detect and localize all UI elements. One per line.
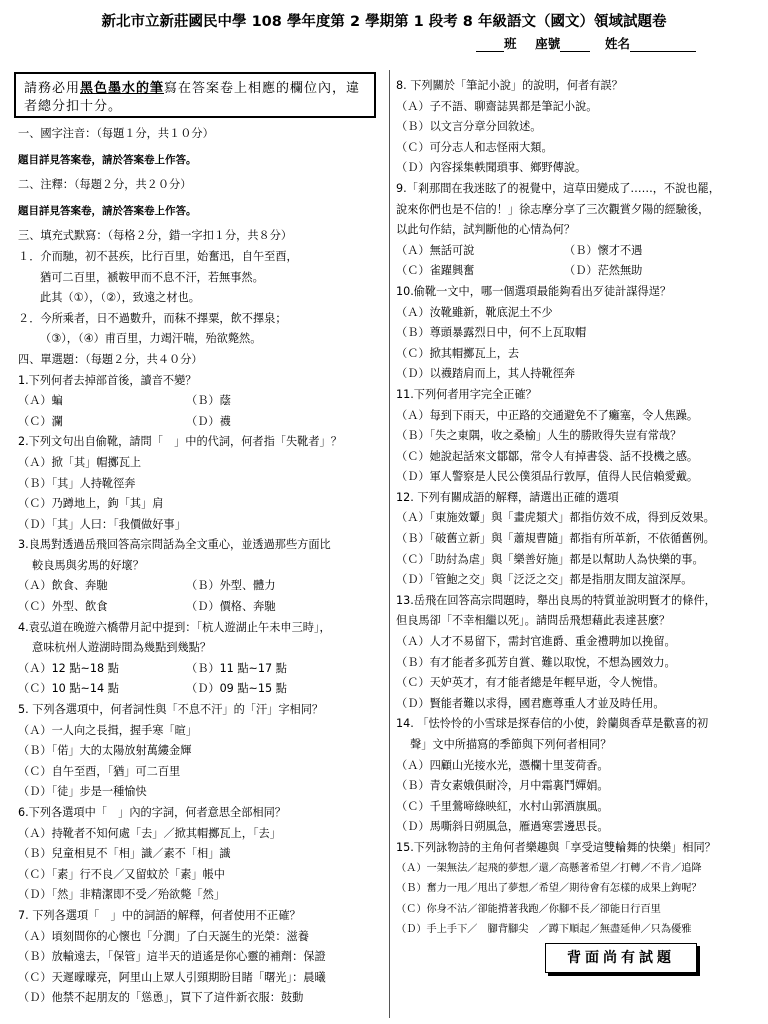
option: （Ａ）無話可說 <box>396 243 475 257</box>
question-14-line-1: 14. 「怯怜怜的小雪球是探春信的小使，鈴蘭與香草是歡喜的初 <box>396 717 709 731</box>
seat-label: 座號 <box>535 36 561 51</box>
question-13-line-1: 13.岳飛在回答高宗問題時，舉出良馬的特質並說明賢才的條件， <box>396 593 716 607</box>
class-label: 班 <box>504 36 517 51</box>
option: （Ｄ）「管鮑之交」與「泛泛之交」都是指朋友間友誼深厚。 <box>396 573 693 587</box>
question-8: 8. 下列關於「筆記小說」的說明，何者有誤？ <box>396 79 623 92</box>
option: （Ｃ）掀其帽擲瓦上，去 <box>396 346 520 360</box>
option: （Ｃ）10 點~14 點 <box>18 682 119 696</box>
section-3-title: 三、填充式默寫：（每格２分，錯一字扣１分，共８分） <box>18 229 293 243</box>
question-3-options-row-2 <box>18 597 382 618</box>
question-1: 1.下列何者去掉部首後，讀音不變？ <box>18 373 197 387</box>
option: （Ｃ）你身不沾／卻能揹著我跑／你腳不長／卻能日行百里 <box>396 903 661 915</box>
option: （Ａ）頃刻間你的心懷也「分潤」了白天誕生的光榮：滋養 <box>18 929 309 943</box>
option: （Ｄ）軍人警察是人民公僕須品行敦厚，值得人民信賴愛戴。 <box>396 470 699 484</box>
option: （Ｄ）賢能者難以求得，國君應尊重人才並及時任用。 <box>396 696 665 710</box>
option: （Ａ）一人向之長揖，握手寒「暄」 <box>18 723 198 737</box>
option: （Ｄ）馬嘶斜日朔風急，雁過寒雲邊思長。 <box>396 820 609 834</box>
option: （Ｃ）外型、飲食 <box>18 600 108 614</box>
option: （Ａ）飲食、奔馳 <box>18 579 108 593</box>
option: （Ｃ）瀾 <box>18 414 63 428</box>
option: （Ａ）持靴者不知何處「去」／掀其帽擲瓦上，「去」 <box>18 826 281 840</box>
option: （Ａ）每到下雨天，中正路的交通避免不了癱塞，令人焦躁。 <box>396 408 699 422</box>
option: （Ｃ）千里鶯啼綠映紅，水村山郭酒旗風。 <box>396 799 609 813</box>
section-2-title: 二、注釋：（每題２分，共２０分） <box>18 178 192 192</box>
seat-blank[interactable] <box>560 51 590 52</box>
option: （Ａ）掀「其」帽擲瓦上 <box>18 455 142 469</box>
question-9-line-3: 以此句作結，試判斷他的心情為何？ <box>396 223 576 237</box>
fill-1-line-3: 此其（①），（②），致遠之材也。 <box>40 291 200 305</box>
option: （Ｂ）放輸遠去，「保管」這半天的逍遙是你心靈的補劑：保證 <box>18 950 326 964</box>
fill-1-line-1: １．介而馳，初不甚疾，比行百里，始奮迅，自午至酉， <box>18 249 298 263</box>
question-2: 2.下列文句出自偷靴，請問「 」中的代詞，何者指「失靴者」？ <box>18 435 342 449</box>
question-4-line-1: 4.袁弘道在晚遊六橋帶月記中提到：「杭人遊湖止午未申三時」， <box>18 620 331 634</box>
option: （Ｂ）有才能者多孤芳自賞、難以取悅，不想為國效力。 <box>396 655 676 669</box>
notice-prefix: 請務必用 <box>24 81 81 96</box>
question-3-line-2: 較良馬與劣馬的好壞？ <box>32 558 144 572</box>
option: （Ｄ）「其」人曰：「我價做好事」 <box>18 517 186 531</box>
option: （Ｄ）09 點~15 點 <box>186 682 287 696</box>
question-4-line-2: 意味杭州人遊湖時間為幾點到幾點？ <box>32 641 212 655</box>
question-13-line-2: 但良馬卻「不幸相繼以死」。請問岳飛想藉此表達甚麼？ <box>396 614 671 628</box>
question-3-line-1: 3.良馬對透過岳飛回答高宗問話為全文重心，並透過那些方面比 <box>18 538 331 552</box>
ink-notice-box <box>14 72 376 118</box>
question-1-options-row-2 <box>18 412 382 433</box>
option: （Ｂ）以文言分章分回敘述。 <box>396 120 542 134</box>
question-10: 10.偷靴一文中，哪一個選項最能夠看出歹徒計謀得逞？ <box>396 284 672 298</box>
option: （Ｄ）以襪踏肩而上，其人持靴徑奔 <box>396 367 576 381</box>
fill-2-line-1: ２．今所乘者，日不過數升，而秣不擇粟，飲不擇泉； <box>18 311 287 325</box>
question-5: 5. 下列各選項中，何者詞性與「不息不汗」的「汗」字相同？ <box>18 703 324 717</box>
option: （Ｄ）價格、奔馳 <box>186 600 276 614</box>
question-4-options-row-2 <box>18 679 382 700</box>
question-7: 7. 下列各選項「 」中的詞語的解釋，何者使用不正確？ <box>18 908 301 922</box>
question-4-options-row-1 <box>18 659 382 680</box>
option: （Ｃ）她說起話來文鄒鄒，常令人有掉書袋、話不投機之感。 <box>396 449 699 463</box>
question-9-line-2: 說來你們也是不信的！」徐志摩分享了三次觀賞夕陽的經驗後， <box>396 202 710 216</box>
option: （Ｃ）「素」行不良／又留蚊於「素」帳中 <box>18 867 225 881</box>
option: （Ｄ）「徒」步是一種愉快 <box>18 785 147 799</box>
option: （Ｂ）11 點~17 點 <box>186 661 287 675</box>
option: （Ｃ）乃蹲地上，鉤「其」肩 <box>18 497 164 511</box>
option: （Ｂ）「失之東隅，收之桑榆」人生的勝敗得失豈有常哉？ <box>396 429 682 443</box>
option: （Ａ）12 點~18 點 <box>18 661 119 675</box>
question-12: 12. 下列有關成語的解釋，請選出正確的選項 <box>396 490 619 504</box>
question-6: 6.下列各選項中「 」內的字詞，何者意思全部相同？ <box>18 806 286 819</box>
option: （Ｃ）雀躍興奮 <box>396 264 475 278</box>
option: （Ａ）四顧山光接水光，憑欄十里芰荷香。 <box>396 758 609 772</box>
question-9-line-1: 9.「剎那間在我迷眩了的視覺中，這草田變成了……，不說也罷， <box>396 181 720 195</box>
option: （Ｂ）「偌」大的太陽放射萬縷金輝 <box>18 744 192 758</box>
option: （Ｃ）自午至酉，「猶」可二百里 <box>18 764 181 778</box>
section-2-note: 題目詳見答案卷，請於答案卷上作答。 <box>18 204 197 217</box>
option: （Ｄ）內容採集軼聞瑣事、鄉野傳說。 <box>396 161 587 175</box>
class-blank[interactable] <box>476 51 504 52</box>
option: （Ａ）人才不易留下，需封官進爵、重金禮聘加以挽留。 <box>396 635 676 649</box>
fill-2-line-2: （③），（④）甫百里，力竭汗喘，殆欲斃然。 <box>40 332 262 346</box>
option: （Ｂ）奮力一甩／甩出了夢想／希望／期待會有怎樣的成果上鉤呢？ <box>396 883 702 895</box>
question-15: 15.下列詠物詩的主角何者樂趣與「享受這雙輪舞的快樂」相同？ <box>396 840 716 854</box>
notice-suffix: 寫在答案卷上相應的欄位內，違者總分扣十分。 <box>24 81 361 114</box>
option: （Ｂ）懷才不遇 <box>564 243 643 257</box>
option: （Ｂ）尊頭暴露烈日中，何不上瓦取帽 <box>396 326 587 340</box>
question-9-options-row-2 <box>396 261 756 282</box>
fill-1-line-2: 猶可二百里，褫鞍甲而不息不汗，若無事然。 <box>40 270 264 284</box>
name-label: 姓名 <box>604 36 630 51</box>
option: （Ｃ）天妒英才，有才能者總是年輕早逝，令人惋惜。 <box>396 676 665 690</box>
column-divider <box>389 70 390 1018</box>
section-1-note: 題目詳見答案卷，請於答案卷上作答。 <box>18 153 197 166</box>
option: （Ａ）「東施效顰」與「畫虎類犬」都指仿效不成，得到反效果。 <box>396 511 715 525</box>
option: （Ｃ）可分志人和志怪兩大類。 <box>396 140 553 154</box>
notice-emphasis: 黑色墨水的筆 <box>80 81 165 96</box>
question-3-options-row-1 <box>18 576 382 597</box>
continue-on-back-box: 背面尚有試題 <box>545 943 697 973</box>
option: （Ａ）一架無法／起飛的夢想／還／高懸著希望／打轉／不肯／追降 <box>396 862 702 874</box>
right-column <box>396 76 756 941</box>
section-4-title: 四、單選題：（每題２分，共４０分） <box>18 352 203 366</box>
question-14-line-2: 聲」文中所描寫的季節與下列何者相同？ <box>410 738 612 751</box>
option: （Ａ）子不語、聊齋誌異都是筆記小說。 <box>396 99 598 113</box>
option: （Ｄ）手上手下／ 腳背腳尖 ／蹲下順起／無盡延伸／只為優雅 <box>396 924 692 936</box>
option: （Ａ）蝙 <box>18 394 63 408</box>
option: （Ｂ）青女素娥俱耐冷，月中霜裏鬥嬋娟。 <box>396 779 609 793</box>
option: （Ｃ）天遲曚曚亮，阿里山上眾人引頸期盼目睹「曙光」：晨曦 <box>18 970 326 984</box>
left-column <box>18 124 382 1009</box>
section-1-title: 一、國字注音：（每題１分，共１０分） <box>18 127 214 140</box>
option: （Ａ）汝靴雖新，靴底泥土不少 <box>396 305 553 319</box>
name-blank[interactable] <box>630 51 696 52</box>
option: （Ｂ）「其」人持靴徑奔 <box>18 476 136 490</box>
option: （Ｄ）茫然無助 <box>564 264 643 278</box>
option: （Ｄ）襪 <box>186 414 231 428</box>
option: （Ｄ）他禁不起朋友的「慫恿」，買下了這件新衣服：鼓動 <box>18 991 304 1005</box>
option: （Ｂ）兒童相見不「相」識／素不「相」識 <box>18 847 231 861</box>
question-1-options-row-1 <box>18 391 382 412</box>
exam-title: 新北市立新莊國民中學 108 學年度第 2 學期第 1 段考 8 年級語文（國文）領域試題卷 <box>101 14 667 30</box>
question-11: 11.下列何者用字完全正確？ <box>396 387 537 401</box>
option: （Ｄ）「然」非精潔即不受／殆欲斃「然」 <box>18 888 225 902</box>
option: （Ｃ）「助紂為虐」與「樂善好施」都是以幫助人為快樂的事。 <box>396 552 704 566</box>
question-9-options-row-1 <box>396 241 756 262</box>
option: （Ｂ）蔭 <box>186 394 231 408</box>
student-info <box>476 34 696 52</box>
option: （Ｂ）外型、體力 <box>186 579 276 593</box>
option: （Ｂ）「破舊立新」與「蕭規曹隨」都指有所革新，不依循舊例。 <box>396 532 715 546</box>
